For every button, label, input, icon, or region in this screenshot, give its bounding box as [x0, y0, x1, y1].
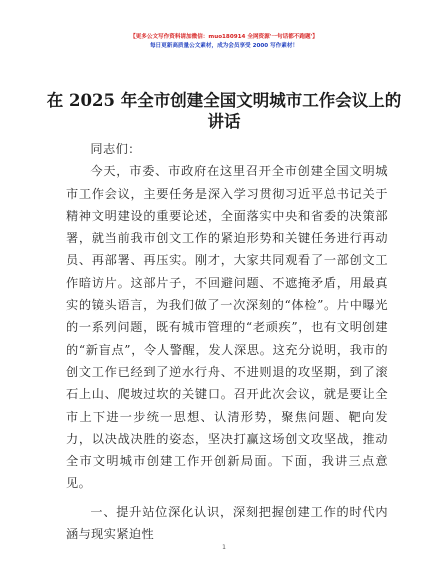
document-title: 在 2025 年全市创建全国文明城市工作会议上的讲话 [46, 91, 402, 131]
body-paragraph-1: 今天，市委、市政府在这里召开全市创建全国文明城市工作会议，主要任务是深入学习贯彻习近平总书记关于精神文明建设的重要论述，全面落实中央和省委的决策部署，就当前我市创文工作的紧迫形势和关键任务进行再动员、再部署、再压实。刚才，大家共同观看了一部创文工作暗访片。这部片子，不回避问题、不遮掩矛盾，用最真实的镜头语言，为我们做了一次深刻的“体检”。片中曝光的一系列问题，既有城市管理的“老顽疾”，也有文明创建的“新盲点”，令人警醒，发人深思。这充分说明，我市的创文工作已经到了逆水行舟、不进则退的攻坚期，到了滚石上山、爬坡过坎的关键口。召开此次会议，就是要让全市上下进一步统一思想、认清形势，聚焦问题、靶向发力，以决战决胜的姿态，坚决打赢这场创文攻坚战，推动全市文明城市创建工作开创新局面。下面，我讲三点意见。 [66, 164, 388, 491]
promo-banner-line-2: 每日更新高质量公文素材，成为会员享受 2000 写作素材！ [149, 43, 299, 49]
salutation: 同志们： [90, 142, 141, 156]
section-heading-1: 一、提升站位深化认识，深刻把握创建工作的时代内涵与现实紧迫性 [66, 504, 388, 542]
promo-banner-line-1: 【更多公文写作资料请加微信：muo180914 全网资源'一句话都不跑题'】 [130, 34, 318, 40]
page-number: 1 [222, 544, 226, 551]
promo-banner [0, 33, 448, 51]
document-body [66, 138, 388, 545]
